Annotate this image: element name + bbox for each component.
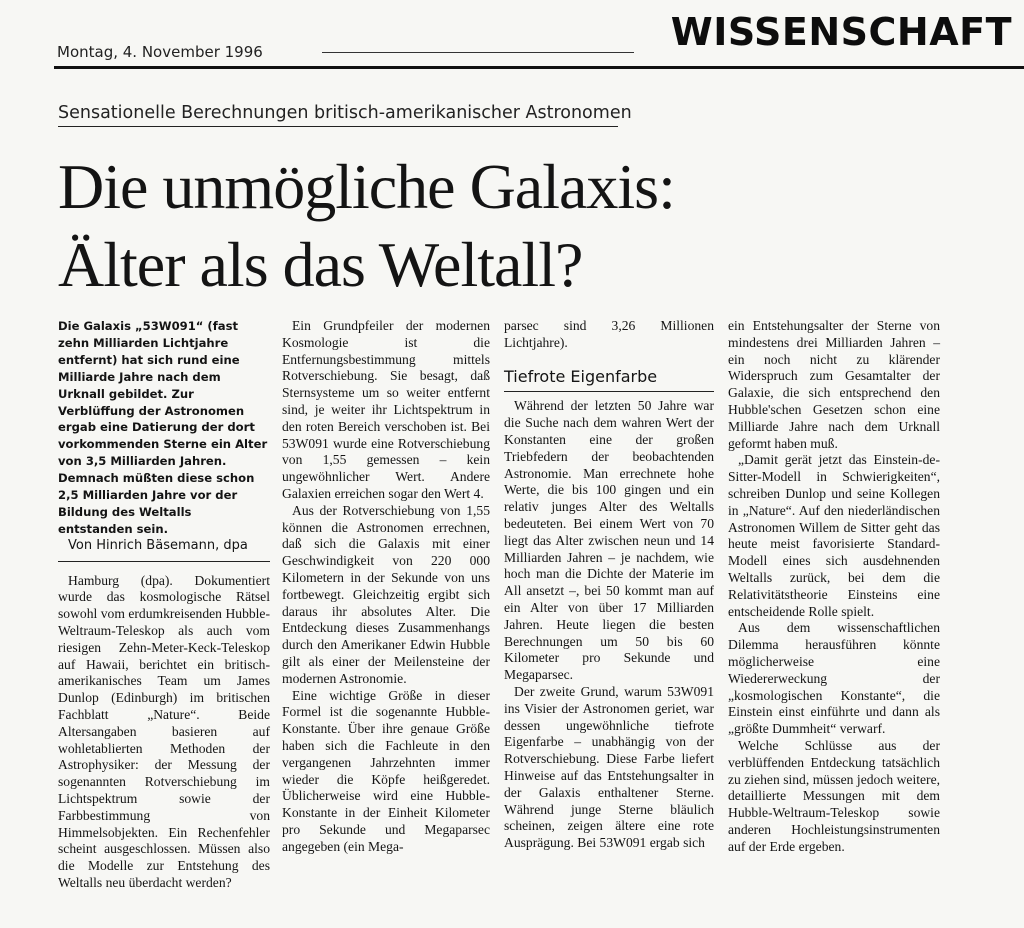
article-column-2 — [282, 318, 490, 856]
body-paragraph: Während der letzten 50 Jahre war die Suche nach dem wahren Wert der Konstanten eine der großen Triebfedern der beobachtenden Astronomie. Man errechnete hohe Werte, die bis 100 gingen und ein relativ junges Alter des Weltalls bedeuteten. Bei einem Wert von 70 liegt das Alter zwischen neun und 14 Milliarden Jahren – je nachdem, wie hoch man die Dichte der Materie im All ansetzt –, bei 50 kommt man auf ein Alter von über 17 Milliarden Jahren. Heute liegen die besten Berechnungen um 50 bis 60 Kilometer pro Sekunde und Megaparsec. — [504, 398, 714, 683]
body-paragraph: Ein Grundpfeiler der modernen Kosmologie ist die Entfernungsbestimmung mittels Rotverschiebung. Sie besagt, daß Sternsysteme um so weiter entfernt sind, je weiter ihr Lichtspektrum in den roten Bereich verschoben ist. Bei 53W091 wurde eine Rotverschiebung von 1,55 gemessen – kein ungewöhnlicher Wert. Andere Galaxien erreichen sogar den Wert 4. — [282, 318, 490, 501]
body-paragraph: parsec sind 3,26 Millionen Lichtjahre). — [504, 318, 714, 350]
headline-line-2: Älter als das Weltall? — [58, 229, 583, 300]
article-headline — [58, 148, 675, 304]
article-byline: Von Hinrich Bäsemann, dpa — [58, 538, 270, 562]
article-column-1 — [58, 318, 270, 892]
body-paragraph: Der zweite Grund, warum 53W091 ins Visier der Astronomen geriet, war dessen ungewöhnliche tiefrote Eigenfarbe – unabhängig von der Rotverschiebung. Diese Farbe liefert Hinweise auf das Entstehungsalter in der Galaxis enthaltener Sterne. Während junge Sterne bläulich scheinen, zeigen ältere eine rote Ausprägung. Bei 53W091 ergab sich — [504, 683, 714, 851]
article-column-4 — [728, 318, 940, 856]
body-paragraph: ein Entstehungsalter der Sterne von mindestens drei Milliarden Jahren – ein noch nicht zu klärender Widerspruch zum Gesamtalter der Galaxie, die sich entsprechend den Hubble'schen Gesetzen schon eine Milliarde Jahre nach dem Urknall geformt haben muß. — [728, 318, 940, 451]
article-column-3 — [504, 318, 714, 852]
body-paragraph: Eine wichtige Größe in dieser Formel ist die sogenannte Hubble-Konstante. Über ihre genaue Größe haben sich die Fachleute in den vergangenen Jahrzehnten immer wieder die Köpfe heißgeredet. Üblicherweise wird eine Hubble-Konstante in der Einheit Kilometer pro Sekunde und Megaparsec angegeben (ein Mega- — [282, 687, 490, 854]
body-paragraph: Aus dem wissenschaftlichen Dilemma herausführen könnte möglicherweise eine Wiedererweckung der „kosmologischen Konstante“, die Einstein einst einführte und dann als „größte Dummheit“ verwarf. — [728, 620, 940, 737]
kicker-underline — [58, 126, 618, 127]
header-divider — [322, 52, 634, 53]
body-paragraph: Aus der Rotverschiebung von 1,55 können die Astronomen errechnen, daß sich die Galaxis mit einer Geschwindigkeit von 220 000 Kilometern in der Sekunde von uns fortbewegt. Gleichzeitig ergibt sich daraus ihr absolutes Alter. Die Entdeckung dieses Zusammenhangs durch den Amerikaner Edwin Hubble gilt als einer der Meilensteine der modernen Astronomie. — [282, 502, 490, 686]
body-paragraph: „Damit gerät jetzt das Einstein-de-Sitter-Modell in Schwierigkeiten“, schreiben Dunlop und seine Kollegen in „Nature“. Auf den niederländischen Astronomen Willem de Sitter geht das heute meist favorisierte Standard-Modell eines sich ausdehnenden Weltalls zurück, bei dem die Relativitätstheorie Einsteins eine entscheidende Rolle spielt. — [728, 452, 940, 619]
article-kicker: Sensationelle Berechnungen britisch-amerikanischer Astronomen — [58, 103, 632, 123]
headline-line-1: Die unmögliche Galaxis: — [58, 151, 675, 222]
article-subhead: Tiefrote Eigenfarbe — [504, 369, 714, 393]
header-rule — [54, 66, 1024, 69]
body-paragraph: Hamburg (dpa). Dokumentiert wurde das kosmologische Rätsel sowohl vom erdumkreisenden Hubble-Weltraum-Teleskop als auch vom riesigen Zehn-Meter-Keck-Teleskop auf Hawaii, berichtet ein britisch-amerikanisches Team um James Dunlop (Edinburgh) im britischen Fachblatt „Nature“. Beide Altersangaben basieren auf wohletablierten Methoden der Astrophysiker: der Messung der sogenannten Rotverschiebung im Lichtspektrum sowie der Farbbestimmung von Himmelsobjekten. Ein Rechenfehler scheint ausgeschlossen. Müssen also die Modelle zur Entstehung des Weltalls neu überdacht werden? — [58, 572, 270, 890]
article-lead: Die Galaxis „53W091“ (fast zehn Milliarden Lichtjahre entfernt) hat sich rund eine Milliarde Jahre nach dem Urknall gebildet. Zur Verblüffung der Astronomen ergab eine Datierung der dort vorkommenden Sterne ein Alter von 3,5 Milliarden Jahren. Demnach müßten diese schon 2,5 Milliarden Jahre vor der Bildung des Weltalls entstanden sein. — [58, 319, 268, 536]
body-paragraph: Welche Schlüsse aus der verblüffenden Entdeckung tatsächlich zu ziehen sind, müssen jedoch weitere, detaillierte Messungen mit dem Hubble-Weltraum-Teleskop sowie anderen Hochleistungsinstrumenten auf der Erde ergeben. — [728, 737, 940, 854]
section-title: WISSENSCHAFT — [670, 10, 1012, 54]
publication-date: Montag, 4. November 1996 — [57, 43, 263, 61]
